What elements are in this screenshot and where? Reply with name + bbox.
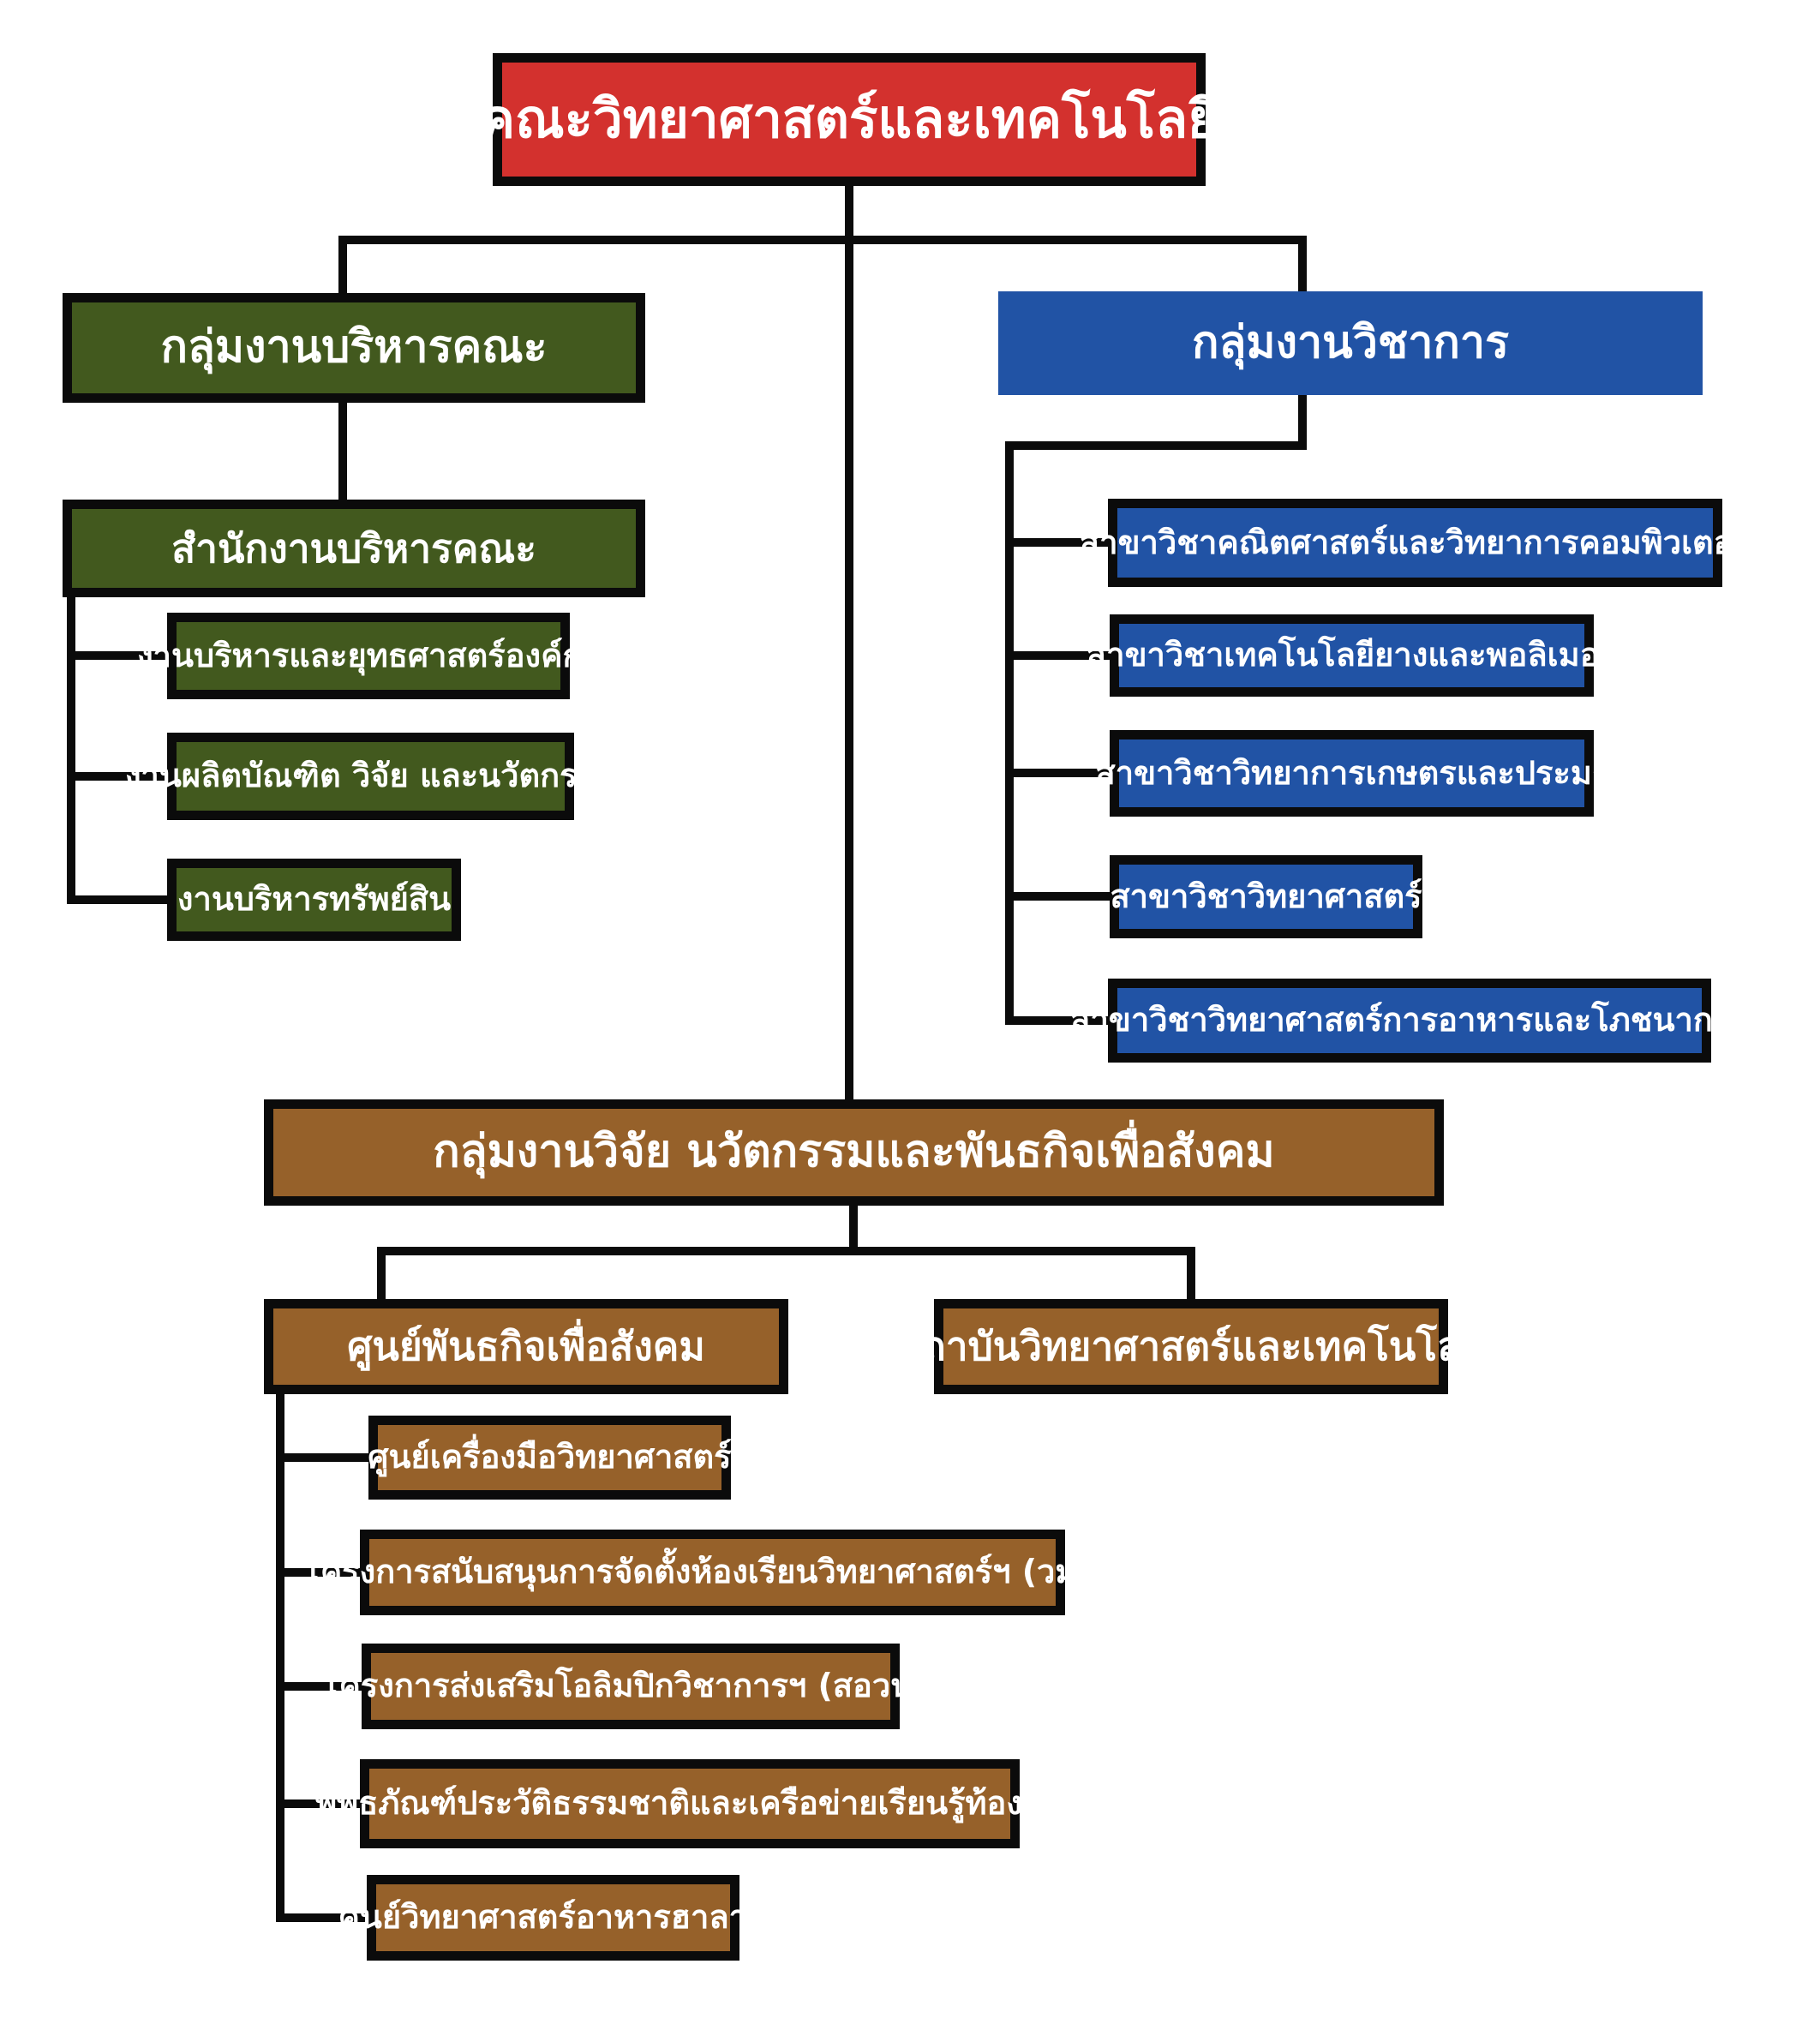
connector-top-branch [343,240,1302,298]
admin-unit-strategy-box: งานบริหารและยุทธศาสตร์องค์กร [167,613,570,699]
admin-unit-graduate-research-box: งานผลิตบัณฑิต วิจัย และนวัตกรรม [167,733,574,820]
dept-science-box: สาขาวิชาวิทยาศาสตร์ [1110,855,1422,938]
social-mission-center-box: ศูนย์พันธกิจเพื่อสังคม [264,1299,788,1394]
unit-halal-food-science-center-box: ศูนย์วิทยาศาสตร์อาหารฮาลาล [367,1875,739,1961]
unit-science-equipment-center-box: ศูนย์เครื่องมือวิทยาศาสตร์ [368,1416,731,1500]
admin-unit-asset-box: งานบริหารทรัพย์สิน [167,859,461,941]
unit-science-classroom-project-box: โครงการสนับสนุนการจัดตั้งห้องเรียนวิทยาศาสตร์ฯ (วมว.) [360,1530,1065,1615]
dept-food-nutrition-box: สาขาวิชาวิทยาศาสตร์การอาหารและโภชนาการ [1108,979,1711,1063]
unit-natural-history-museum-box: พิพิธภัณฑ์ประวัติธรรมชาติและเครือข่ายเรียนรู้ท้องถิ่น [360,1759,1020,1848]
root-faculty-box: คณะวิทยาศาสตร์และเทคโนโลยี [493,53,1206,186]
dept-math-computer-box: สาขาวิชาคณิตศาสตร์และวิทยาการคอมพิวเตอร์ [1108,499,1722,587]
admin-group-box: กลุ่มงานบริหารคณะ [63,293,645,403]
science-technology-institute-box: สถาบันวิทยาศาสตร์และเทคโนโลยี [934,1299,1448,1394]
admin-office-box: สำนักงานบริหารคณะ [63,500,645,597]
academic-group-box: กลุ่มงานวิชาการ [998,291,1703,395]
unit-olympiad-project-box: โครงการส่งเสริมโอลิมปิกวิชาการฯ (สอวน.) [362,1644,900,1729]
dept-agriculture-fisheries-box: สาขาวิชาวิทยาการเกษตรและประมง [1110,730,1594,817]
connector-research-branch [381,1201,1191,1302]
research-group-box: กลุ่มงานวิจัย นวัตกรรมและพันธกิจเพื่อสังคม [264,1099,1444,1206]
dept-rubber-polymer-box: สาขาวิชาเทคโนโลยียางและพอลิเมอร์ [1110,614,1594,697]
